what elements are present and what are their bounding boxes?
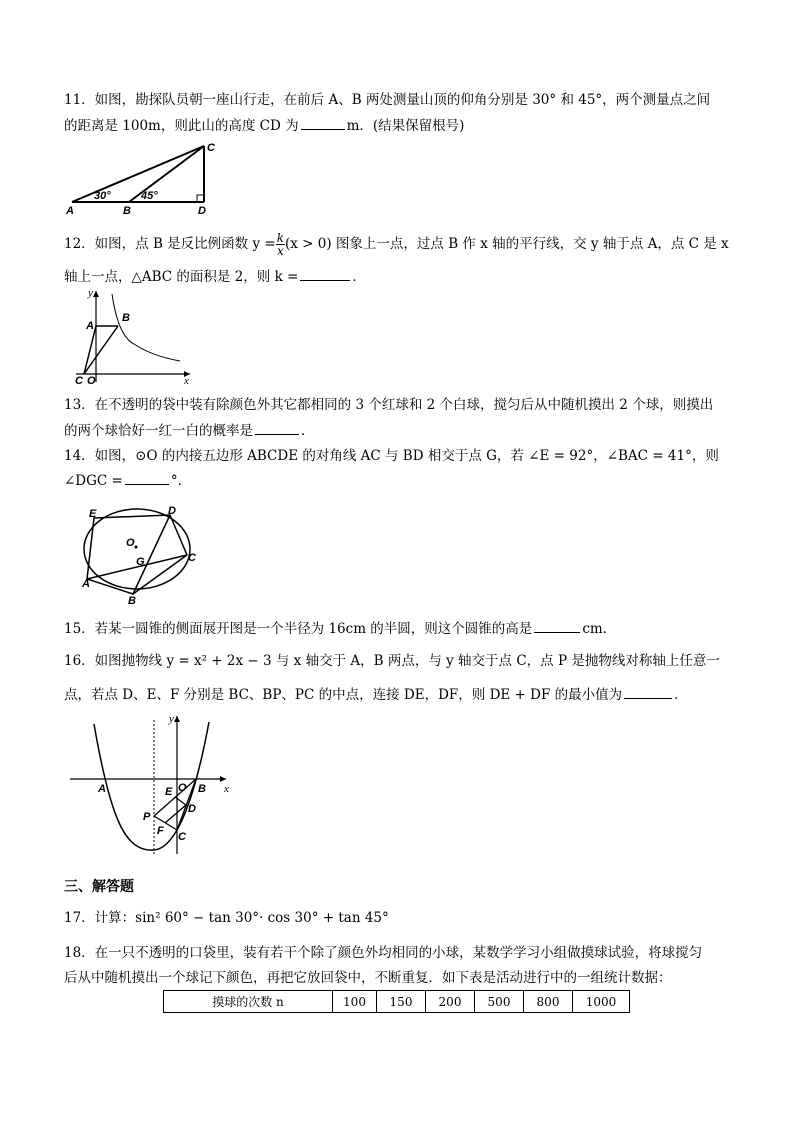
label-C: C [75,375,83,387]
section-title: 三、解答题 [64,879,134,895]
q16-line1: 16．如图抛物线 y = x² + 2x − 3 与 x 轴交于 A，B 两点，与 y 轴交于点 C，点 P 是抛物线对称轴上任意一 [64,653,720,669]
label-G: G [136,556,145,568]
q12-line1: 12．如图，点 B 是反比例函数 y = $\frac{k}{x}$ (x > 0) 图象上一点，过点 B 作 x 轴的平行线，交 y 轴于点 A，点 C 是 x [64,231,729,258]
label-P: P [143,811,151,823]
answer-blank [534,632,580,633]
q16-line2: 点，若点 D、E、F 分别是 BC、BP、PC 的中点，连接 DE，DF，则 DE + DF 的最小值为 ． [64,687,688,703]
label-B: B [122,312,130,324]
label-A: A [82,578,90,590]
q18-line1: 18．在一只不透明的口袋里，装有若干个除了颜色外均相同的小球，某数学学习小组做摸球试验，将球搅匀 [64,945,703,961]
answer-blank [255,434,299,435]
label-D: D [188,803,196,815]
q13-line2: 的两个球恰好一红一白的概率是 ． [64,423,315,439]
q14-line1: 14．如图，⊙O 的内接五边形 ABCDE 的对角线 AC 与 BD 相交于点 G，若 ∠E = 92°，∠BAC = 41°，则 [64,448,719,464]
label-B: B [128,595,136,607]
q17-line: 17．计算：sin² 60° − tan 30°· cos 30° + tan 45° [64,910,389,926]
label-C: C [207,142,215,154]
axis-y-label: y [169,713,174,725]
table-cell: 200 [426,991,475,1013]
q11-figure [66,140,226,218]
label-O: O [87,375,96,387]
label-B: B [123,205,131,217]
label-F: F [157,825,164,837]
q15-line1: 15．若某一圆锥的侧面展开图是一个半径为 16cm 的半圆，则这个圆锥的高是 cm． [64,621,617,637]
label-E: E [89,508,97,520]
label-A: A [98,783,106,795]
table-header-cell: 摸球的次数 n [164,991,333,1013]
table-cell: 100 [333,991,377,1013]
table-cell: 1000 [573,991,630,1013]
fraction-k-over-x: $\frac{k}{x}$ [276,231,284,258]
axis-x-label: x [224,783,229,795]
q18-table [163,990,630,1013]
q12-line2: 轴上一点，△ABC 的面积是 2，则 k = ． [64,269,366,285]
label-O: O [178,782,187,794]
answer-blank [300,280,350,281]
answer-blank [125,484,169,485]
label-C: C [178,831,186,843]
q14-line2: ∠DGC = °． [64,473,192,489]
label-B: B [198,783,206,795]
angle-30: 30° [94,190,111,202]
label-O: O [126,537,135,549]
table-cell: 800 [524,991,573,1013]
q14-figure [80,505,205,605]
q13-line1: 13．在不透明的袋中装有除颜色外其它都相同的 3 个红球和 2 个白球，搅匀后从中随机摸出 2 个球，则摸出 [64,397,714,413]
answer-blank [301,129,345,130]
answer-blank [624,698,672,699]
q11-line1: 11．如图，勘探队员朝一座山行走，在前后 A、B 两处测量山顶的仰角分别是 30° 和 45°，两个测量点之间 [64,92,711,108]
q12-figure [72,286,197,386]
label-E: E [165,786,173,798]
label-A: A [66,205,74,217]
label-C: C [188,552,196,564]
axis-x-label: x [184,375,189,387]
table-cell: 500 [475,991,524,1013]
table-row [164,991,630,1013]
label-D: D [198,205,206,217]
label-D: D [168,505,176,517]
label-A: A [86,320,94,332]
table-cell: 150 [377,991,426,1013]
q16-figure [66,712,236,857]
q18-line2: 后从中随机摸出一个球记下颜色，再把它放回袋中，不断重复．如下表是活动进行中的一组统计数据： [64,970,672,986]
q11-line2: 的距离是 100m，则此山的高度 CD 为 m．(结果保留根号) [64,118,465,134]
axis-y-label: y [88,287,93,299]
angle-45: 45° [141,190,158,202]
